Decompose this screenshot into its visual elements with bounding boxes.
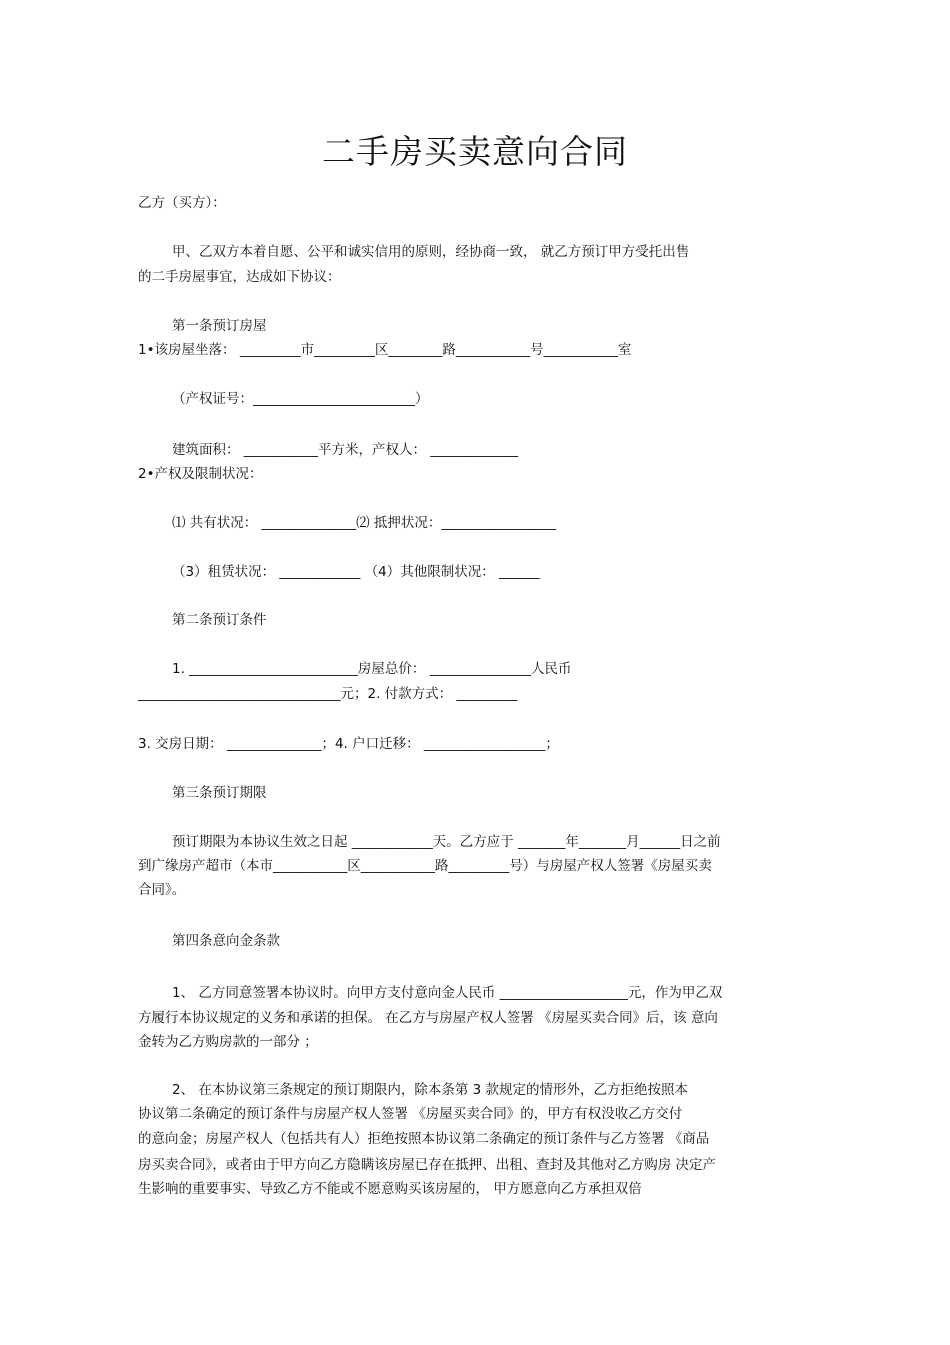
- property-location-line: 1•该房屋坐落： _________市_________区________路___________号___________室: [138, 342, 632, 358]
- deposit-clause-2-line-3: 的意向金；房屋产权人（包括共有人）拒绝按照本协议第二条确定的预订条件与乙方签署 《商品: [138, 1131, 710, 1147]
- party-b-line: 乙方（买方）：: [138, 195, 226, 211]
- lease-other-status-line: （3）租赁状况： ____________ （4）其他限制状况： ______: [172, 564, 540, 580]
- period-line-2: 到广缘房产超市（本市___________区___________路_________号）与房屋产权人签署《房屋买卖: [138, 858, 712, 874]
- deposit-clause-1-line-1: 1、 乙方同意签署本协议时。向甲方支付意向金人民币 ___________________元，作为甲乙双: [172, 985, 723, 1001]
- article-3-heading: 第三条预订期限: [172, 785, 267, 801]
- article-1-heading: 第一条预订房屋: [172, 318, 267, 334]
- preamble-line-1: 甲、乙双方本着自愿、公平和诚实信用的原则，经协商一致， 就乙方预订甲方受托出售: [172, 244, 690, 260]
- article-2-heading: 第二条预订条件: [172, 612, 267, 628]
- building-area-line: 建筑面积： ___________平方米，产权人： _____________: [172, 442, 519, 458]
- deposit-clause-1-line-2: 方履行本协议规定的义务和承诺的担保。 在乙方与房屋产权人签署 《房屋买卖合同》后，该 意向: [138, 1010, 718, 1026]
- deposit-clause-1-line-3: 金转为乙方购房款的一部分 ；: [138, 1034, 318, 1050]
- deposit-clause-2-line-4: 房买卖合同》，或者由于甲方向乙方隐瞒该房屋已存在抵押、出租、查封及其他对乙方购房 决定产: [138, 1157, 717, 1173]
- certificate-number-line: （产权证号：________________________）: [172, 391, 429, 407]
- ownership-status-line: 2•产权及限制状况：: [138, 466, 263, 482]
- delivery-date-line: 3. 交房日期： ______________；4. 户口迁移： __________________；: [138, 736, 559, 752]
- total-price-line: 1. _________________________房屋总价： _______________人民币: [172, 661, 572, 677]
- period-line-1: 预订期限为本协议生效之日起 ____________天。乙方应于 _______年_______月______日之前: [172, 834, 721, 850]
- joint-mortgage-status-line: ⑴ 共有状况： ______________⑵ 抵押状况：_________________: [172, 515, 557, 531]
- preamble-line-2: 的二手房屋事宜，达成如下协议：: [138, 269, 341, 285]
- article-4-heading: 第四条意向金条款: [172, 933, 280, 949]
- period-line-3: 合同》。: [138, 882, 186, 898]
- deposit-clause-2-line-5: 生影响的重要事实、导致乙方不能或不愿意购买该房屋的， 甲方愿意向乙方承担双倍: [138, 1181, 642, 1197]
- document-title: 二手房买卖意向合同: [322, 132, 628, 171]
- deposit-clause-2-line-1: 2、 在本协议第三条规定的预订期限内，除本条第 3 款规定的情形外，乙方拒绝按照本: [172, 1082, 689, 1098]
- deposit-clause-2-line-2: 协议第二条确定的预订条件与房屋产权人签署 《房屋买卖合同》的，甲方有权没收乙方交付: [138, 1106, 683, 1122]
- payment-method-line: ______________________________元；2. 付款方式： _________: [138, 686, 518, 702]
